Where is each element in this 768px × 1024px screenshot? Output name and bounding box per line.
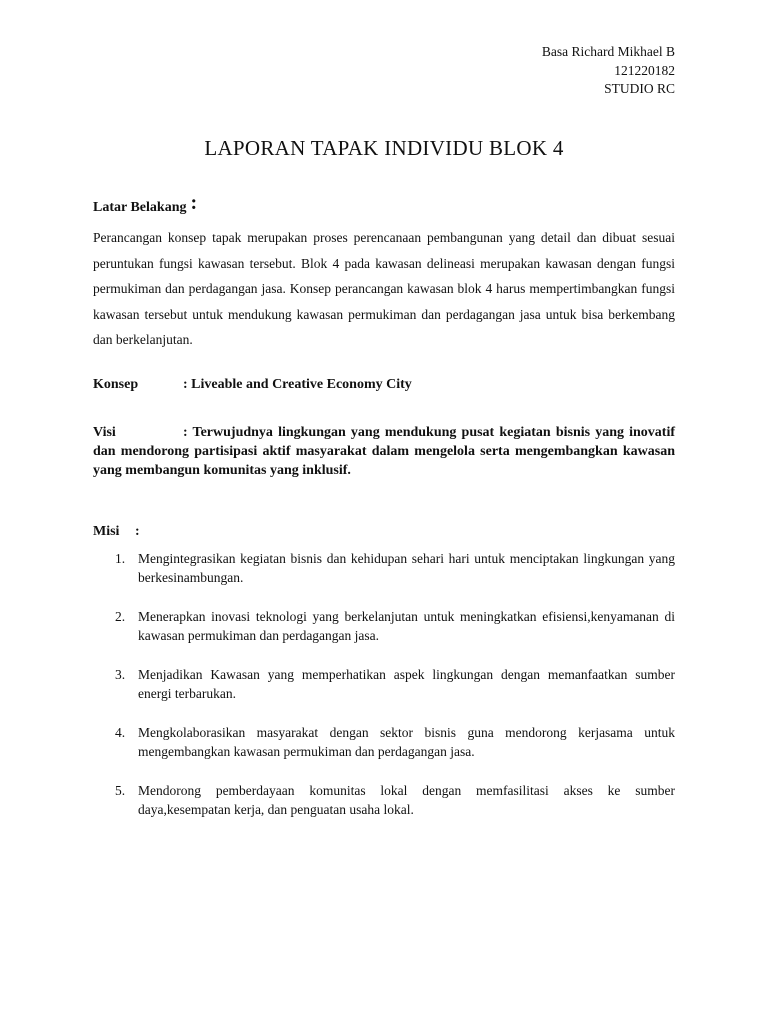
list-item <box>93 665 675 703</box>
list-item-text: Menerapkan inovasi teknologi yang berkelanjutan untuk meningkatkan efisiensi,kenyamanan di kawasan permukiman dan perdagangan jasa. <box>138 609 675 643</box>
list-item <box>93 781 675 819</box>
list-item <box>93 607 675 645</box>
konsep-value: : Liveable and Creative Economy City <box>183 377 412 392</box>
list-item-number: 2. <box>115 609 126 624</box>
studio-name: STUDIO RC <box>604 81 675 96</box>
document-title: LAPORAN TAPAK INDIVIDU BLOK 4 <box>204 136 564 160</box>
background-heading-colon: : <box>190 192 198 214</box>
background-heading <box>93 194 197 217</box>
misi-list <box>93 549 675 839</box>
author-header <box>542 43 675 99</box>
list-item-text: Mengkolaborasikan masyarakat dengan sektor bisnis guna mendorong kerjasama untuk mengembangkan kawasan permukiman dan perdagangan jasa. <box>138 725 675 759</box>
konsep-label: Konsep <box>93 377 139 392</box>
list-item-number: 1. <box>115 551 126 566</box>
misi-colon: : <box>135 524 140 539</box>
list-item-number: 4. <box>115 725 126 740</box>
background-paragraph: Perancangan konsep tapak merupakan proses perencanaan pembangunan yang detail dan dibuat sesuai peruntukan fungsi kawasan tersebut. Blok 4 pada kawasan delineasi merupakan kawasan dengan fungsi permukiman dan perdagangan jasa. Konsep perancangan kawasan blok 4 harus mempertimbangkan fungsi kawasan tersebut untuk mendukung kawasan permukiman dan perdagangan jasa untuk bisa berkembang dan berkelanjutan. <box>93 230 675 347</box>
visi-label: Visi <box>93 425 116 440</box>
list-item-number: 5. <box>115 783 126 798</box>
background-heading-label: Latar Belakang <box>93 200 187 215</box>
list-item-text: Mendorong pemberdayaan komunitas lokal dengan memfasilitasi akses ke sumber daya,kesempatan kerja, dan penguatan usaha lokal. <box>138 783 675 817</box>
student-id: 121220182 <box>614 62 675 78</box>
list-item-text: Menjadikan Kawasan yang memperhatikan aspek lingkungan dengan memanfaatkan sumber energi terbarukan. <box>138 667 675 701</box>
misi-label: Misi <box>93 524 120 539</box>
list-item-text: Mengintegrasikan kegiatan bisnis dan kehidupan sehari hari untuk menciptakan lingkungan yang berkesinambungan. <box>138 551 675 585</box>
list-item <box>93 549 675 587</box>
list-item-number: 3. <box>115 667 126 682</box>
author-name: Basa Richard Mikhael B <box>541 44 675 59</box>
misi-heading <box>93 524 140 540</box>
visi-value: : Terwujudnya lingkungan yang mendukung pusat kegiatan bisnis yang inovatif dan mendorong partisipasi aktif masyarakat dalam mengelola serta mengembangkan kawasan yang membangun komunitas yang inklusif. <box>93 425 675 478</box>
visi-block <box>93 423 675 480</box>
list-item <box>93 723 675 761</box>
konsep-line <box>93 377 675 393</box>
